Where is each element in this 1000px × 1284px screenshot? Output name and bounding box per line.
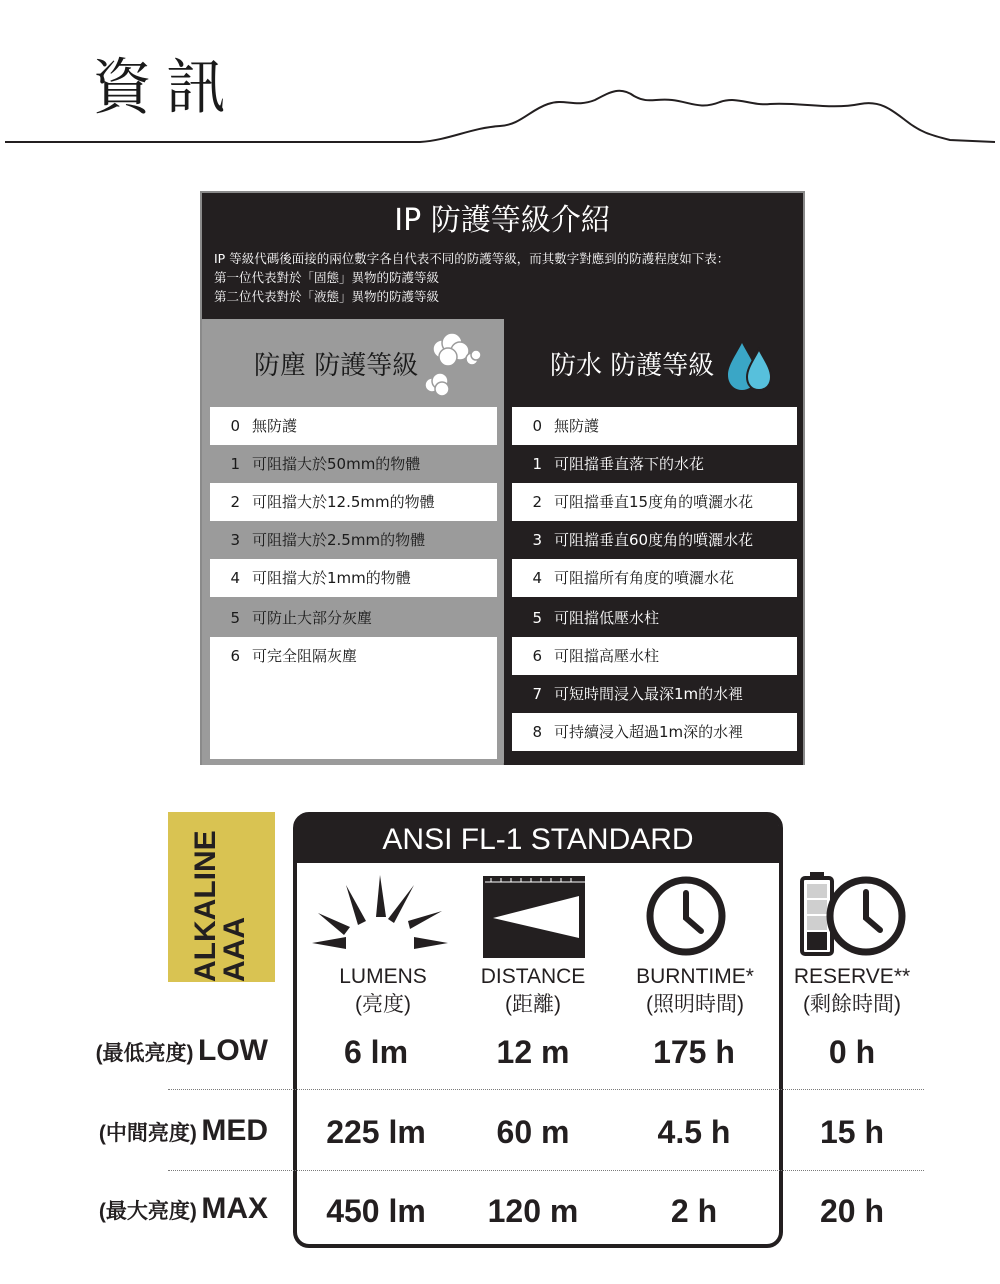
water-row: 3 可阻擋垂直60度角的噴灑水花 [532,531,754,549]
value-max-lumens: 450 lm [326,1193,426,1229]
water-row: 8 可持續浸入超過1m深的水裡 [512,713,797,751]
level-label-max: (最大亮度) MAX [98,1192,268,1225]
lumens-burst-icon [310,873,450,953]
column-label-lumens: LUMENS (亮度) [339,965,427,1016]
water-row: 4 可阻擋所有角度的噴灑水花 [512,559,797,597]
battery-clock-icon [798,870,908,958]
level-label-med: (中間亮度) MED [98,1114,268,1147]
dust-row: 4 可阻擋大於1mm的物體 [210,559,497,597]
ip-description-line: 第一位代表對於「固態」異物的防護等級 [214,270,440,285]
value-med-lumens: 225 lm [326,1114,426,1150]
ip-rating-table [200,191,805,765]
value-low-lumens: 6 lm [343,1034,409,1070]
value-max-distance: 120 m [487,1193,579,1229]
value-med-burntime: 4.5 h [657,1114,731,1150]
water-row: 7 可短時間浸入最深1m的水裡 [532,685,744,703]
ip-header [202,193,803,319]
water-drops-icon [726,339,774,393]
water-row: 2 可阻擋垂直15度角的噴灑水花 [512,483,797,521]
ip-title: IP 防護等級介紹 [394,203,611,238]
beam-distance-icon [481,874,587,960]
water-row: 1 可阻擋垂直落下的水花 [532,455,705,473]
ip-description [214,249,729,306]
row-divider [168,1170,924,1171]
battery-type-label [168,812,275,982]
dust-title: 防塵 防護等級 [254,351,419,381]
water-row: 5 可阻擋低壓水柱 [532,609,660,627]
column-label-burntime: BURNTIME* (照明時間) [636,965,754,1016]
value-low-distance: 12 m [496,1034,570,1070]
dust-row: 2 可阻擋大於12.5mm的物體 [210,483,497,521]
column-label-distance: DISTANCE (距離) [480,965,586,1016]
dust-row: 0 無防護 [210,407,497,445]
water-title: 防水 防護等級 [550,351,715,381]
dust-row: 5 可防止大部分灰塵 [230,609,373,627]
level-label-low: (最低亮度) LOW [95,1034,268,1067]
dust-row: 6 可完全阻隔灰塵 [230,647,358,665]
value-max-reserve: 20 h [819,1193,885,1229]
water-row: 0 無防護 [512,407,797,445]
ansi-title: ANSI FL-1 STANDARD [297,816,779,863]
water-row: 6 可阻擋高壓水柱 [512,637,797,675]
clock-icon [643,873,729,959]
battery-line-2: AAA [218,917,251,982]
value-low-burntime: 175 h [653,1034,735,1070]
mountain-divider [0,80,1000,160]
ip-description-line: 第二位代表對於「液態」異物的防護等級 [214,289,440,304]
dust-cloud-icon [424,329,482,399]
value-med-distance: 60 m [496,1114,570,1150]
page-title: 資訊 [92,53,240,123]
dust-protection-column [202,319,503,765]
row-divider [168,1089,924,1090]
battery-line-1: ALKALINE [189,830,222,982]
value-low-reserve: 0 h [828,1034,876,1070]
ip-description-line: IP 等級代碼後面接的兩位數字各自代表不同的防護等級，而其數字對應到的防護程度如下表： [214,251,730,266]
water-protection-column [504,319,803,765]
column-label-reserve: RESERVE** (剩餘時間) [793,965,911,1016]
value-med-reserve: 15 h [819,1114,885,1150]
dust-row: 3 可阻擋大於2.5mm的物體 [230,531,426,549]
dust-row: 1 可阻擋大於50mm的物體 [230,455,421,473]
value-max-burntime: 2 h [670,1193,718,1229]
